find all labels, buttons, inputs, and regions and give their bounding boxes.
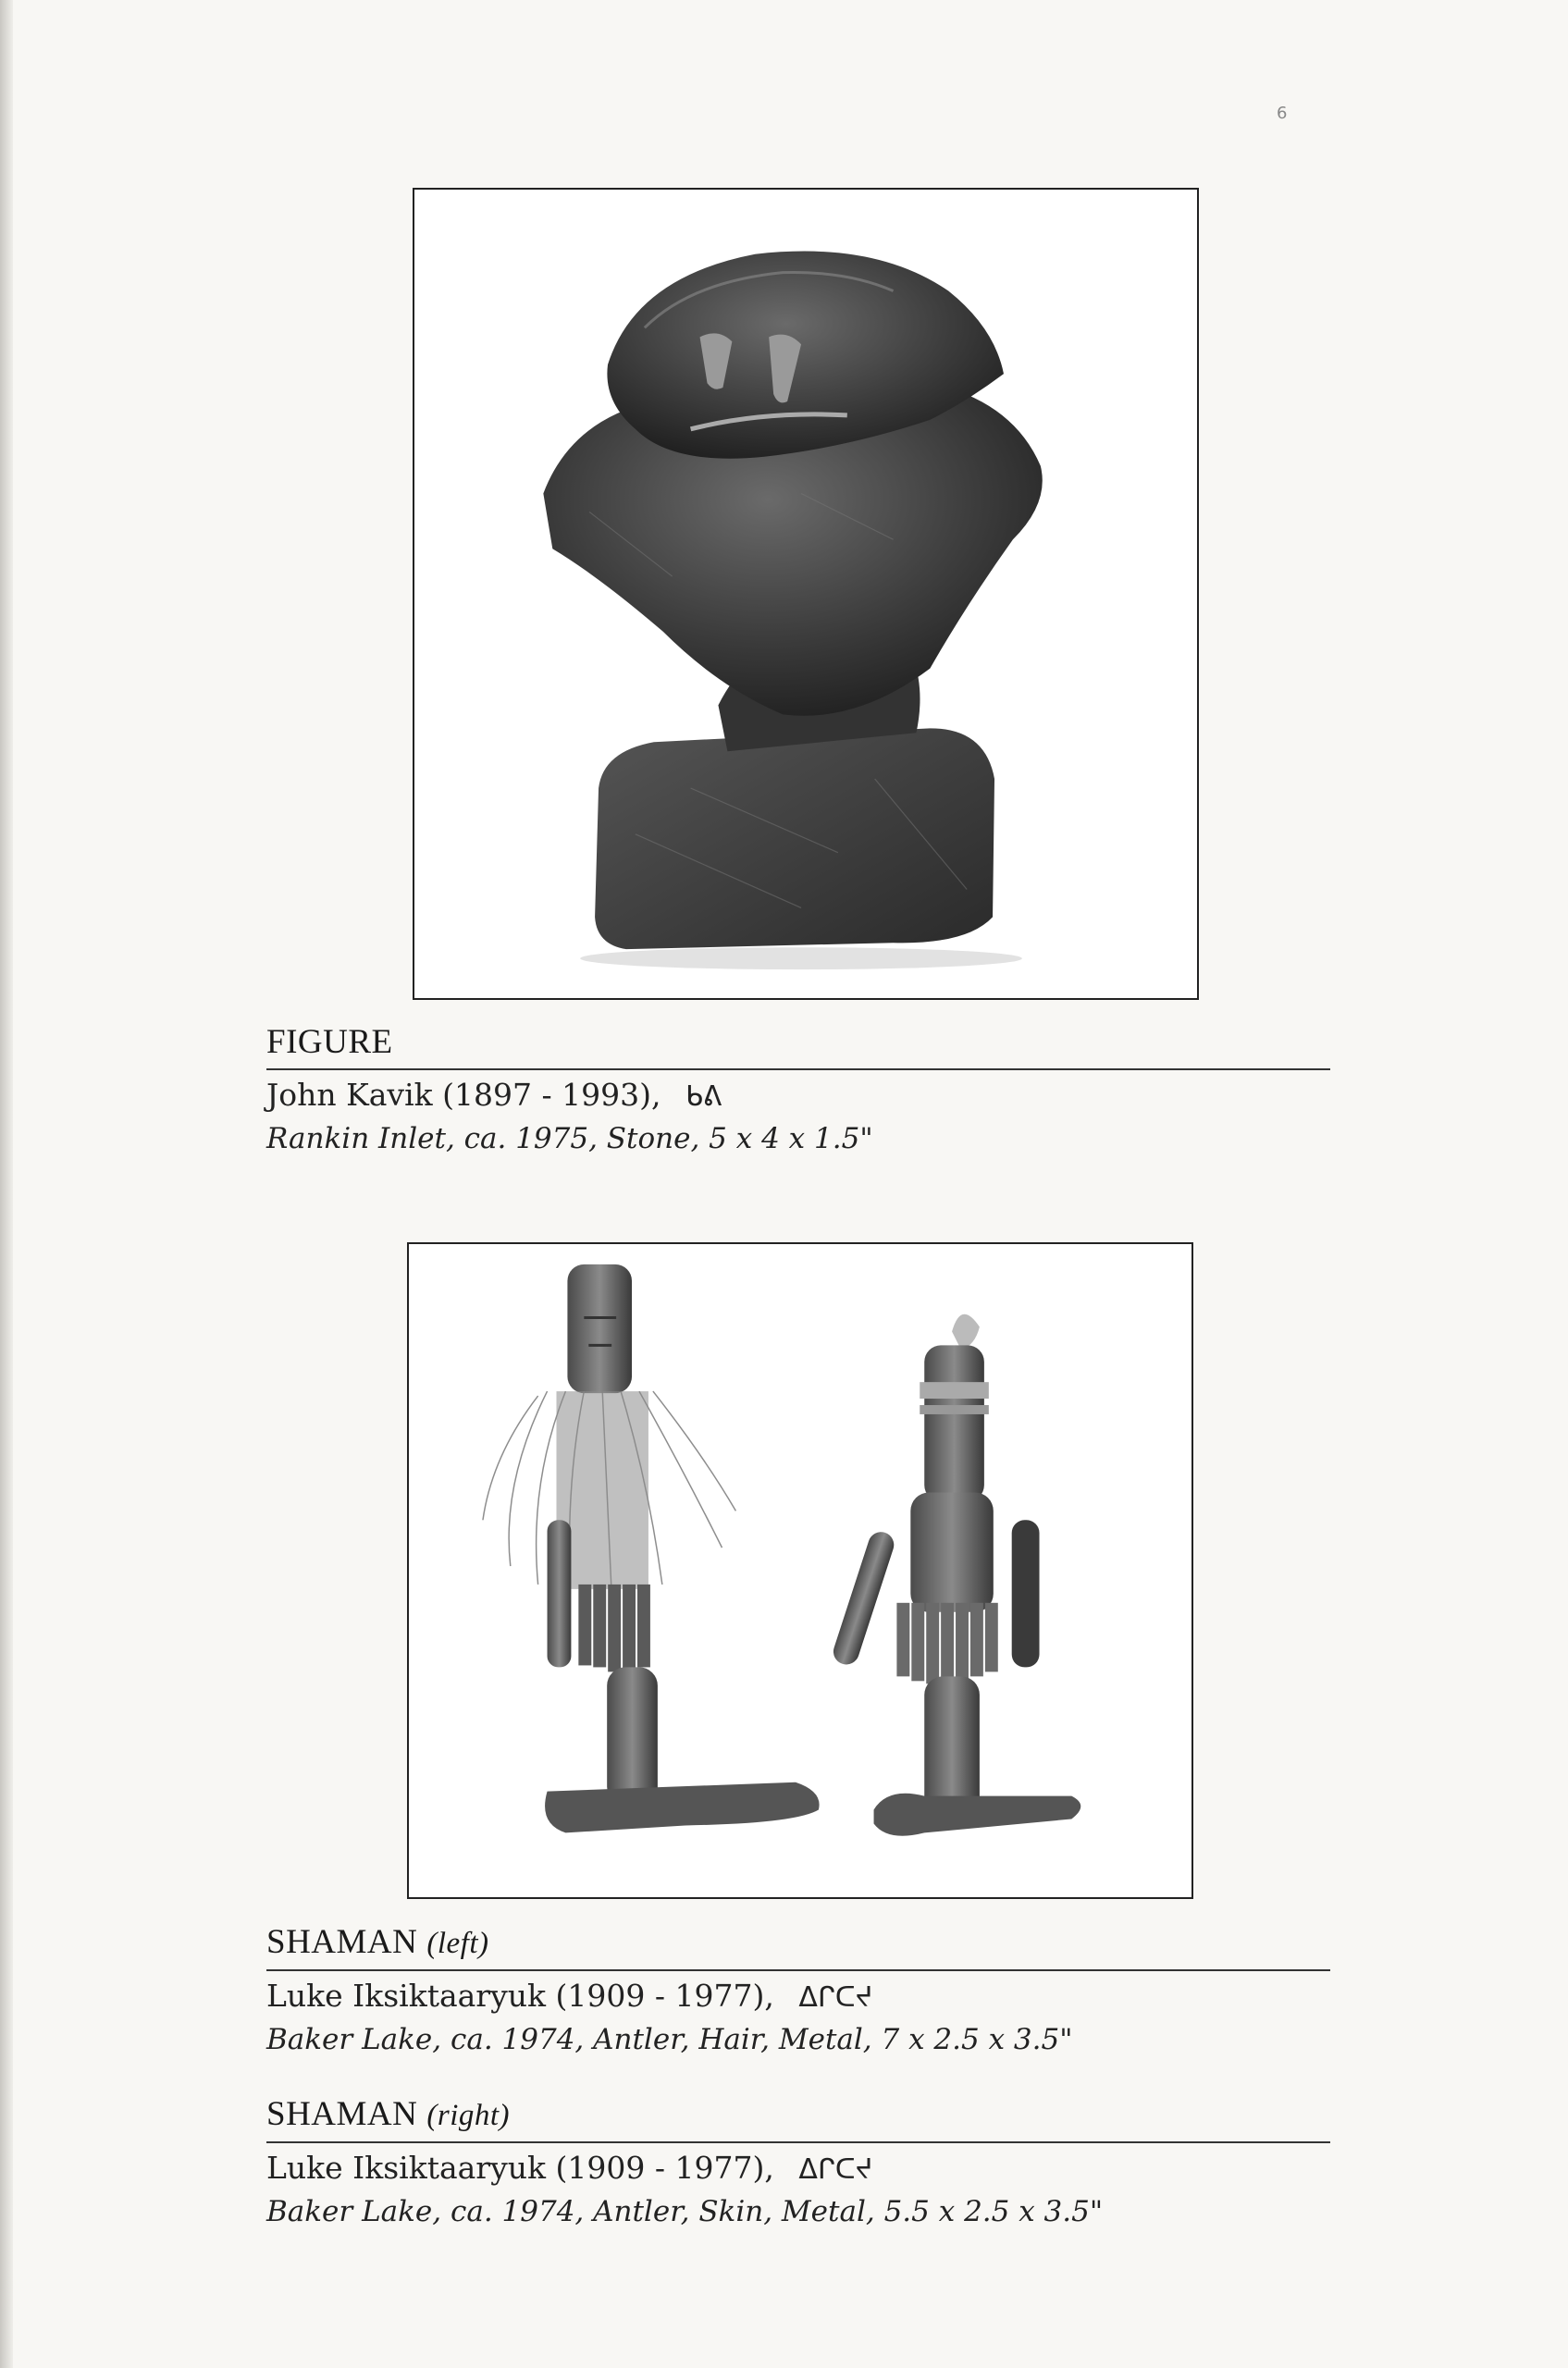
artwork-title-note: (left): [426, 1927, 489, 1960]
artist-name: John Kavik (1897 - 1993),: [266, 1077, 661, 1113]
artwork-details: Rankin Inlet, ca. 1975, Stone, 5 x 4 x 1.5": [266, 1122, 873, 1155]
artist-line: [266, 1975, 1330, 2019]
artwork-title-note: (right): [426, 2099, 511, 2132]
artist-name: Luke Iksiktaaryuk (1909 - 1977),: [266, 1978, 774, 2014]
artwork-title: [266, 1922, 1330, 1971]
artist-syllabics: ᑲᕕ: [685, 1080, 722, 1113]
caption-shaman-right: [266, 2094, 1330, 2232]
artist-name: Luke Iksiktaaryuk (1909 - 1977),: [266, 2150, 774, 2186]
artwork-details: Baker Lake, ca. 1974, Antler, Hair, Metal, 7 x 2.5 x 3.5": [266, 2023, 1073, 2056]
artwork-title-text: SHAMAN: [266, 1923, 418, 1961]
artwork-title: [266, 1022, 1330, 1070]
caption-shaman-left: [266, 1922, 1330, 2060]
shaman-figures-image: [409, 1244, 1191, 1897]
artist-syllabics: ᐃᒋᑕᔪ: [798, 2153, 873, 2186]
artwork-title-text: SHAMAN: [266, 2095, 418, 2133]
stone-figure-image: [414, 190, 1197, 998]
artist-line: [266, 1074, 1330, 1118]
artwork-title: [266, 2094, 1330, 2143]
artist-line: [266, 2147, 1330, 2191]
artist-syllabics: ᐃᒋᑕᔪ: [798, 1981, 873, 2014]
artwork-details: Baker Lake, ca. 1974, Antler, Skin, Metal, 5.5 x 2.5 x 3.5": [266, 2195, 1104, 2228]
figure-photo: [413, 188, 1199, 1000]
shaman-photo: [407, 1242, 1193, 1899]
page-corner-mark: 6: [1277, 104, 1288, 123]
caption-figure: [266, 1022, 1330, 1159]
artwork-title-text: FIGURE: [266, 1023, 393, 1061]
page-edge-shadow: [0, 0, 13, 2368]
